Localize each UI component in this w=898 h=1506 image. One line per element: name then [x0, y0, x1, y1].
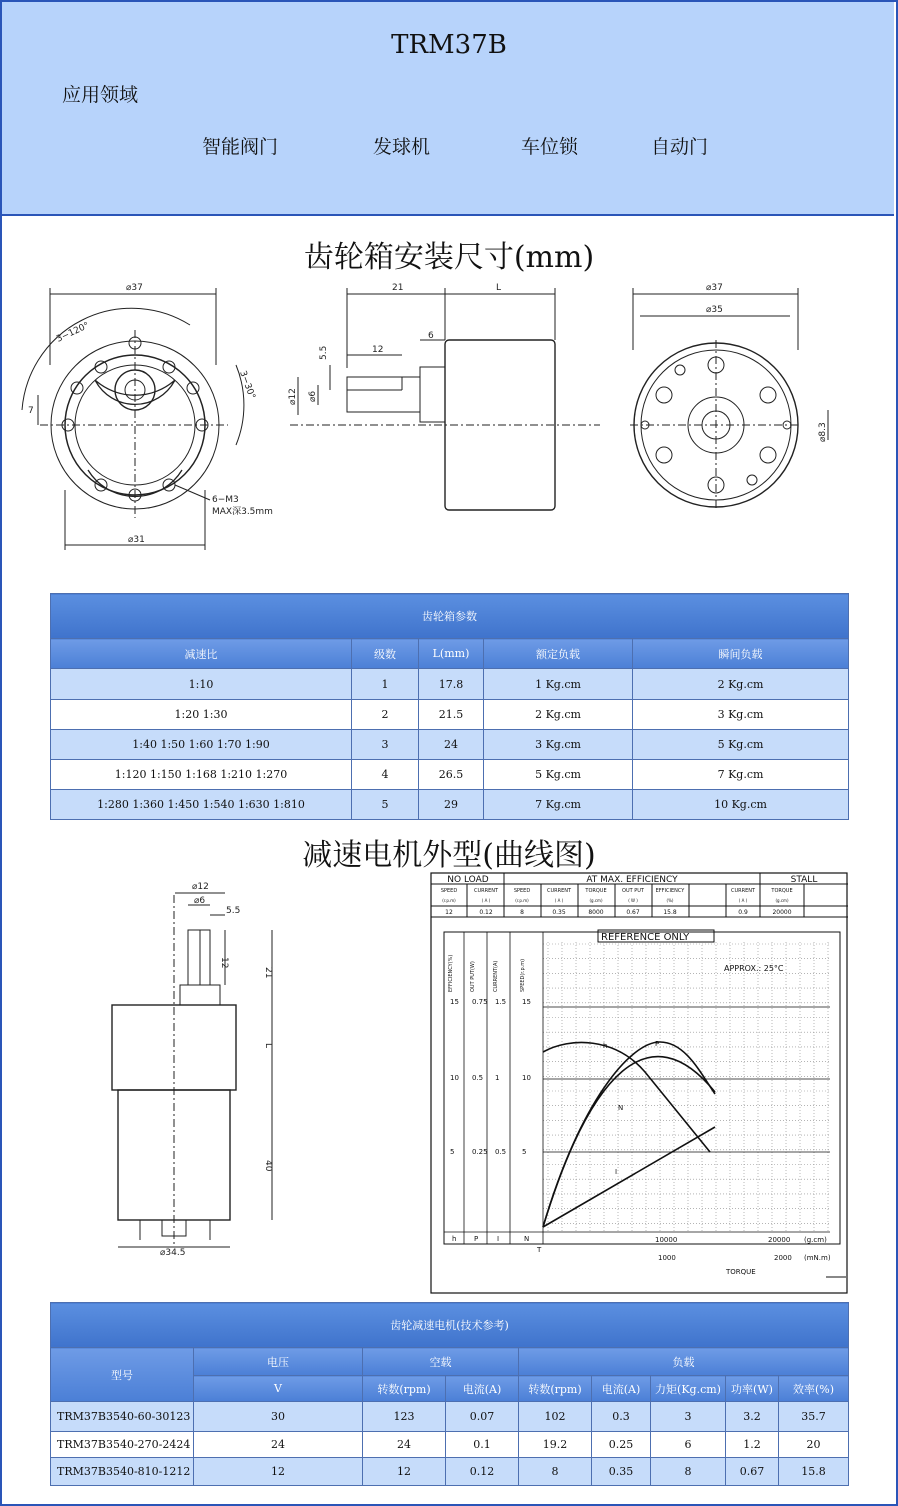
axis-tick: 10	[450, 1074, 459, 1082]
curve-spec-cell: (%)	[666, 898, 674, 903]
x-axis-title: TORQUE	[726, 1268, 756, 1276]
col-header: 减速比	[51, 639, 352, 669]
axis-letter: N	[524, 1235, 530, 1243]
motor-dim-d12: ⌀12	[192, 882, 209, 892]
performance-curve-chart	[430, 872, 850, 1296]
x-tick-gcm: 10000	[655, 1236, 678, 1244]
axis-tick: 15	[450, 998, 459, 1006]
curve-spec-cell: (r.p.m)	[515, 898, 529, 903]
motor-dim-d34p5: ⌀34.5	[160, 1248, 186, 1258]
table-row: 1:40 1:50 1:60 1:70 1:90 3 24 3 Kg.cm 5 Kg.cm	[51, 730, 849, 760]
axis-title: CURRENT(A)	[493, 960, 499, 992]
motor-dim-21: 21	[263, 967, 273, 979]
axis-title: OUT PUT(W)	[470, 961, 476, 992]
gearbox-params-table	[50, 593, 849, 820]
col-header: 级数	[352, 639, 419, 669]
curve-spec-cell: ( A )	[554, 898, 564, 903]
curve-spec-cell: 8	[520, 909, 524, 916]
curve-spec-cell: (g.cm)	[589, 898, 603, 903]
curve-spec-cell: CURRENT	[730, 888, 756, 894]
sub-header: 电流(A)	[592, 1376, 651, 1402]
dim-d31: ⌀31	[128, 535, 145, 545]
motor-dim-L: L	[263, 1043, 273, 1049]
applications-label: 应用领域	[62, 84, 139, 106]
tech-table-title: 齿轮减速电机(技术参考)	[51, 1303, 849, 1348]
x-tick-mnm: 2000	[774, 1254, 792, 1262]
curve-speed	[543, 1042, 715, 1227]
axis-letter: P	[474, 1235, 479, 1243]
curve-spec-cell: ( W )	[628, 898, 638, 903]
axis-title: EFFICIENCY(%)	[448, 954, 454, 992]
dim-12: 12	[372, 345, 384, 355]
gearbox-rear-view	[630, 283, 828, 510]
gearbox-dimension-drawing	[0, 270, 898, 560]
curve-spec-cell: ( A )	[738, 898, 748, 903]
motor-dim-5p5: 5.5	[226, 906, 241, 916]
table-row: 1:280 1:360 1:450 1:540 1:630 1:810 5 29 7 Kg.cm 10 Kg.cm	[51, 790, 849, 820]
curve-spec-cell: SPEED	[513, 888, 531, 894]
curve-spec-cell: 20000	[772, 909, 792, 916]
motor-outline-drawing	[100, 875, 320, 1260]
curve-spec-cell: (r.p.m)	[442, 898, 456, 903]
curve-spec-cell: 0.12	[479, 909, 493, 916]
sub-header: 效率(%)	[779, 1376, 849, 1402]
curve-spec-cell: 0.35	[552, 909, 566, 916]
curve-spec-cell: 12	[445, 909, 453, 916]
voltage-header: 电压	[194, 1348, 363, 1376]
axis-title: SPEED(r.p.m)	[520, 958, 526, 992]
dim-6: 6	[428, 331, 434, 341]
motor-dim-40: 40	[263, 1160, 273, 1172]
noload-header: 空载	[363, 1348, 519, 1376]
curve-spec-cell: 15.8	[663, 909, 677, 916]
col-header: 额定负载	[484, 639, 633, 669]
curve-spec-cell: CURRENT	[473, 888, 499, 894]
dim-max-depth: MAX深3.5mm	[212, 507, 273, 517]
curve-spec-cell: OUT PUT	[622, 888, 644, 894]
x-unit-mnm: (mN.m)	[804, 1254, 831, 1262]
axis-tick: 0.5	[472, 1074, 484, 1082]
curve-spec-cell: TORQUE	[771, 888, 793, 894]
curve-label-p: P	[655, 1040, 660, 1048]
x-unit-gcm: (g.cm)	[804, 1236, 827, 1244]
sub-header: 电流(A)	[446, 1376, 519, 1402]
curve-spec-cell: ( A )	[481, 898, 491, 903]
dim-d37: ⌀37	[126, 283, 143, 293]
curve-efficiency	[543, 1042, 710, 1152]
table-row: TRM37B3540-270-2424 24 24 0.1 19.2 0.25 6 1.2 20	[51, 1432, 849, 1458]
curve-spec-cell: TORQUE	[585, 888, 607, 894]
t-label: T	[537, 1246, 542, 1254]
dim-rear-d37: ⌀37	[706, 283, 723, 293]
gearbox-side-view	[288, 283, 600, 510]
curve-label-h: h	[603, 1042, 608, 1050]
table-row: TRM37B3540-60-30123 30 123 0.07 102 0.3 3 3.2 35.7	[51, 1402, 849, 1432]
application-item: 车位锁	[521, 136, 579, 158]
axis-letter: h	[452, 1235, 457, 1243]
dim-3x120: 3−120°	[55, 320, 91, 345]
gearbox-dimension-title: 齿轮箱安装尺寸(mm)	[303, 240, 595, 275]
application-item: 智能阀门	[202, 136, 279, 158]
load-header: 负载	[519, 1348, 849, 1376]
motor-dim-d6: ⌀6	[194, 896, 206, 906]
group-no-load: NO LOAD	[447, 875, 489, 885]
axis-tick: 0.75	[472, 998, 488, 1006]
dim-3x30: 3−30°	[237, 369, 257, 401]
curve-label-n: N	[618, 1104, 624, 1112]
tech-reference-table	[50, 1302, 849, 1486]
table-row: TRM37B3540-810-1212 12 12 0.12 8 0.35 8 0.67 15.8	[51, 1458, 849, 1486]
axis-tick: 1.5	[495, 998, 507, 1006]
table-row: 1:10 1 17.8 1 Kg.cm 2 Kg.cm	[51, 669, 849, 700]
axis-tick: 5	[450, 1148, 455, 1156]
gearbox-front-view	[22, 283, 273, 550]
dim-rear-d35: ⌀35	[706, 305, 723, 315]
curve-current	[543, 1127, 715, 1227]
curve-spec-cell: 8000	[588, 909, 604, 916]
application-item: 发球机	[373, 136, 431, 158]
dim-21: 21	[392, 283, 404, 293]
dim-d12: ⌀12	[288, 388, 298, 405]
curve-label-i: I	[615, 1168, 618, 1176]
reference-only-label: REFERENCE ONLY	[601, 932, 690, 943]
axis-tick: 0.5	[495, 1148, 507, 1156]
axis-letter: I	[497, 1235, 500, 1243]
motor-outline-title: 减速电机外型(曲线图)	[302, 838, 596, 873]
model-header: 型号	[51, 1348, 194, 1402]
gearbox-params-title: 齿轮箱参数	[51, 594, 849, 639]
sub-header: 力矩(Kg.cm)	[651, 1376, 726, 1402]
curve-spec-cell: 0.9	[738, 909, 748, 916]
group-max-efficiency: AT MAX. EFFICIENCY	[586, 875, 678, 885]
curve-spec-cell: (g.cm)	[775, 898, 789, 903]
group-stall: STALL	[790, 875, 818, 885]
axis-tick: 0.25	[472, 1148, 488, 1156]
curve-spec-cell: SPEED	[440, 888, 458, 894]
dim-6m3: 6−M3	[212, 495, 239, 505]
col-header: 瞬间负载	[633, 639, 849, 669]
dim-5p5: 5.5	[319, 345, 329, 360]
motor-dim-12: 12	[219, 957, 229, 969]
dim-d6: ⌀6	[308, 390, 318, 402]
axis-tick: 10	[522, 1074, 531, 1082]
table-row: 1:20 1:30 2 21.5 2 Kg.cm 3 Kg.cm	[51, 700, 849, 730]
axis-tick: 1	[495, 1074, 500, 1082]
approx-temperature: APPROX.: 25°C	[724, 964, 784, 973]
curve-spec-cell: EFFICIENCY	[655, 888, 685, 894]
col-header: L(mm)	[419, 639, 484, 669]
x-tick-mnm: 1000	[658, 1254, 676, 1262]
dim-L: L	[496, 283, 502, 293]
dim-d8p3: ⌀8.3	[818, 422, 828, 442]
application-item: 自动门	[651, 136, 709, 158]
dim-7: 7	[28, 406, 34, 416]
axis-tick: 5	[522, 1148, 527, 1156]
product-title: TRM37B	[391, 30, 507, 60]
curve-spec-columns	[441, 888, 793, 916]
sub-header: 转数(rpm)	[363, 1376, 446, 1402]
axis-tick: 15	[522, 998, 531, 1006]
curve-spec-cell: CURRENT	[546, 888, 572, 894]
sub-header: 功率(W)	[726, 1376, 779, 1402]
table-row: 1:120 1:150 1:168 1:210 1:270 4 26.5 5 Kg.cm 7 Kg.cm	[51, 760, 849, 790]
voltage-unit: V	[194, 1376, 363, 1402]
sub-header: 转数(rpm)	[519, 1376, 592, 1402]
curve-spec-cell: 0.67	[626, 909, 640, 916]
x-tick-gcm: 20000	[768, 1236, 791, 1244]
